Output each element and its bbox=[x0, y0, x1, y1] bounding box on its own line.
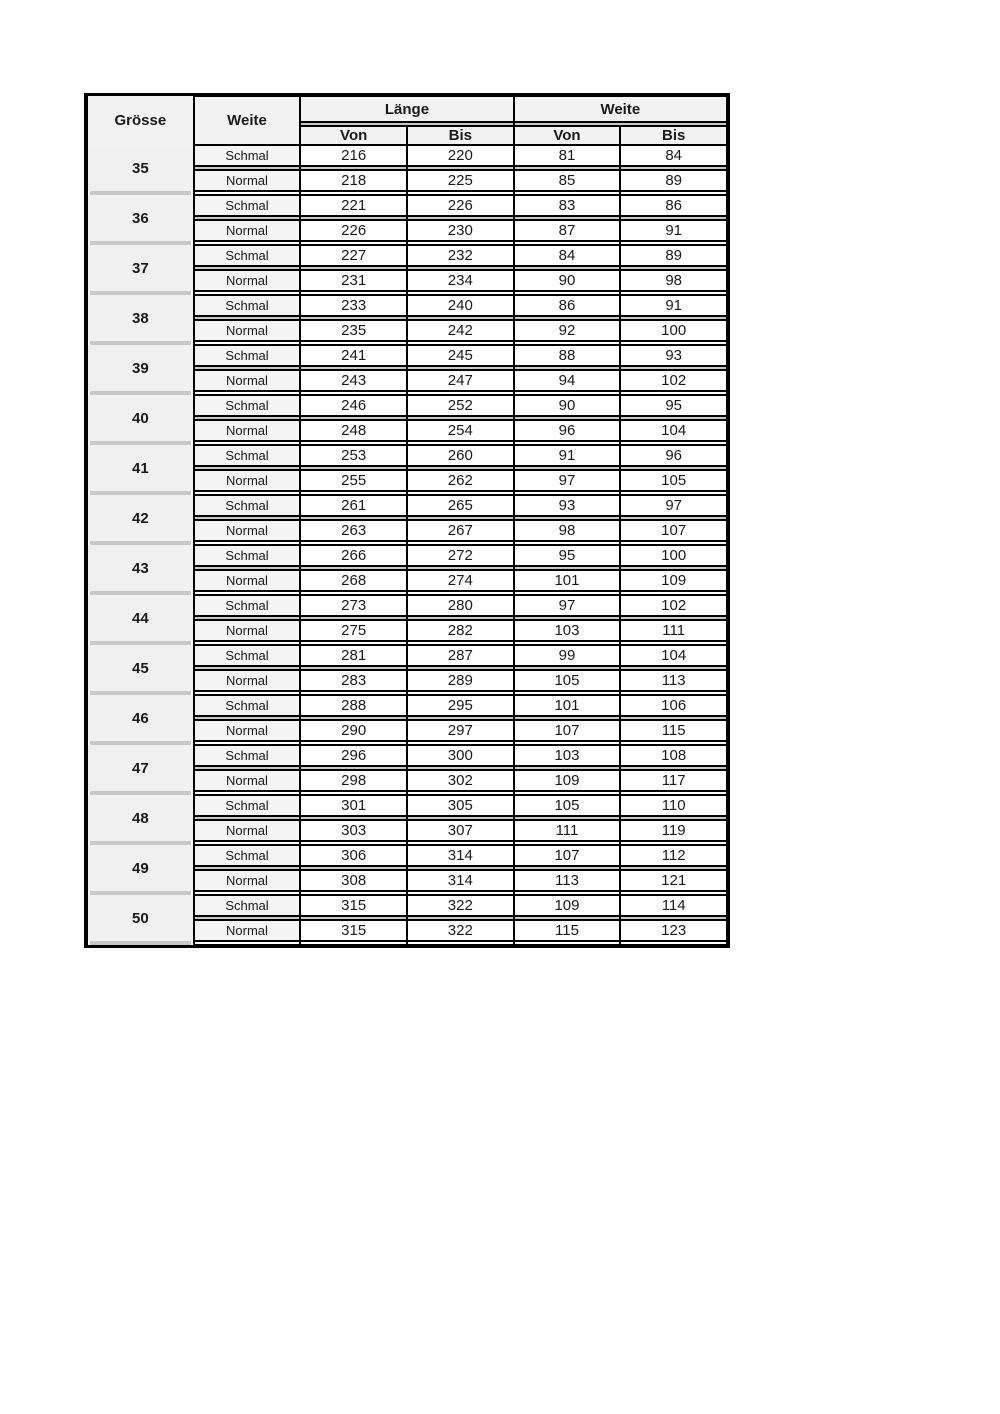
row-separator-band bbox=[620, 166, 727, 170]
value-cell: 107 bbox=[514, 720, 621, 741]
value-cell: 306 bbox=[300, 845, 407, 866]
size-group bbox=[87, 645, 727, 695]
value-cell: 282 bbox=[407, 620, 514, 641]
value-cell: 216 bbox=[300, 145, 407, 166]
header-weite-group: Weite bbox=[514, 96, 727, 122]
value-cell: 84 bbox=[514, 245, 621, 266]
value-cell: 97 bbox=[620, 495, 727, 516]
row-separator-band bbox=[407, 516, 514, 520]
size-group bbox=[87, 145, 727, 195]
value-cell: 235 bbox=[300, 320, 407, 341]
row-separator-band bbox=[300, 666, 407, 670]
value-cell: 100 bbox=[620, 545, 727, 566]
row-separator-band bbox=[514, 316, 621, 320]
value-cell: 260 bbox=[407, 445, 514, 466]
value-cell: 105 bbox=[514, 670, 621, 691]
size-cell: 44 bbox=[87, 595, 194, 641]
row-separator-band bbox=[194, 416, 301, 420]
row-separator-band bbox=[514, 166, 621, 170]
row-separator-band bbox=[300, 866, 407, 870]
size-group bbox=[87, 395, 727, 445]
weite-label-cell: Schmal bbox=[194, 195, 301, 216]
header-laenge-bis: Bis bbox=[407, 126, 514, 145]
size-cell: 37 bbox=[87, 245, 194, 291]
weite-label-cell: Schmal bbox=[194, 495, 301, 516]
row-separator-band bbox=[407, 366, 514, 370]
row-separator-band bbox=[620, 616, 727, 620]
value-cell: 98 bbox=[514, 520, 621, 541]
value-cell: 252 bbox=[407, 395, 514, 416]
weite-label-cell: Normal bbox=[194, 820, 301, 841]
value-cell: 295 bbox=[407, 695, 514, 716]
group-gap bbox=[514, 941, 621, 945]
value-cell: 254 bbox=[407, 420, 514, 441]
weite-label-cell: Normal bbox=[194, 220, 301, 241]
value-cell: 266 bbox=[300, 545, 407, 566]
size-group bbox=[87, 795, 727, 845]
value-cell: 301 bbox=[300, 795, 407, 816]
row-separator-band bbox=[620, 916, 727, 920]
value-cell: 109 bbox=[620, 570, 727, 591]
value-cell: 241 bbox=[300, 345, 407, 366]
value-cell: 98 bbox=[620, 270, 727, 291]
row-separator-band bbox=[514, 766, 621, 770]
value-cell: 103 bbox=[514, 620, 621, 641]
weite-label-cell: Normal bbox=[194, 170, 301, 191]
value-cell: 99 bbox=[514, 645, 621, 666]
size-cell: 49 bbox=[87, 845, 194, 891]
row-separator-band bbox=[194, 266, 301, 270]
row-separator-band bbox=[620, 666, 727, 670]
size-cell: 35 bbox=[87, 145, 194, 191]
value-cell: 275 bbox=[300, 620, 407, 641]
value-cell: 243 bbox=[300, 370, 407, 391]
size-cell: 45 bbox=[87, 645, 194, 691]
row-separator-band bbox=[407, 266, 514, 270]
value-cell: 231 bbox=[300, 270, 407, 291]
value-cell: 90 bbox=[514, 395, 621, 416]
value-cell: 263 bbox=[300, 520, 407, 541]
size-group bbox=[87, 545, 727, 595]
value-cell: 245 bbox=[407, 345, 514, 366]
value-cell: 226 bbox=[300, 220, 407, 241]
size-cell: 47 bbox=[87, 745, 194, 791]
size-cell: 41 bbox=[87, 445, 194, 491]
size-chart-table bbox=[84, 93, 730, 948]
row-separator-band bbox=[194, 716, 301, 720]
weite-label-cell: Schmal bbox=[194, 395, 301, 416]
row-separator-band bbox=[620, 466, 727, 470]
value-cell: 113 bbox=[514, 870, 621, 891]
header-weite: Weite bbox=[194, 96, 301, 145]
value-cell: 113 bbox=[620, 670, 727, 691]
row-separator-band bbox=[620, 816, 727, 820]
weite-label-cell: Normal bbox=[194, 870, 301, 891]
value-cell: 94 bbox=[514, 370, 621, 391]
value-cell: 305 bbox=[407, 795, 514, 816]
row-separator-band bbox=[514, 366, 621, 370]
size-cell: 38 bbox=[87, 295, 194, 341]
weite-label-cell: Normal bbox=[194, 920, 301, 941]
value-cell: 248 bbox=[300, 420, 407, 441]
header-weite-bis: Bis bbox=[620, 126, 727, 145]
value-cell: 272 bbox=[407, 545, 514, 566]
value-cell: 226 bbox=[407, 195, 514, 216]
row-separator-band bbox=[194, 816, 301, 820]
row-separator-band bbox=[300, 166, 407, 170]
row-separator-band bbox=[300, 716, 407, 720]
row-separator-band bbox=[194, 616, 301, 620]
value-cell: 104 bbox=[620, 645, 727, 666]
value-cell: 97 bbox=[514, 595, 621, 616]
value-cell: 280 bbox=[407, 595, 514, 616]
weite-label-cell: Schmal bbox=[194, 245, 301, 266]
value-cell: 281 bbox=[300, 645, 407, 666]
row-separator-band bbox=[514, 866, 621, 870]
value-cell: 265 bbox=[407, 495, 514, 516]
weite-label-cell: Schmal bbox=[194, 545, 301, 566]
row-separator-band bbox=[407, 316, 514, 320]
header-weite-von: Von bbox=[514, 126, 621, 145]
value-cell: 103 bbox=[514, 745, 621, 766]
size-cell: 50 bbox=[87, 895, 194, 941]
row-separator-band bbox=[407, 716, 514, 720]
row-separator-band bbox=[514, 216, 621, 220]
row-separator-band bbox=[514, 716, 621, 720]
size-group bbox=[87, 445, 727, 495]
size-cell: 43 bbox=[87, 545, 194, 591]
value-cell: 287 bbox=[407, 645, 514, 666]
row-separator-band bbox=[194, 466, 301, 470]
value-cell: 88 bbox=[514, 345, 621, 366]
row-separator-band bbox=[194, 366, 301, 370]
value-cell: 261 bbox=[300, 495, 407, 516]
value-cell: 101 bbox=[514, 570, 621, 591]
value-cell: 86 bbox=[620, 195, 727, 216]
row-separator-band bbox=[514, 266, 621, 270]
row-separator-band bbox=[300, 816, 407, 820]
value-cell: 100 bbox=[620, 320, 727, 341]
row-separator-band bbox=[407, 416, 514, 420]
row-separator-band bbox=[407, 566, 514, 570]
value-cell: 105 bbox=[620, 470, 727, 491]
row-separator-band bbox=[300, 566, 407, 570]
value-cell: 225 bbox=[407, 170, 514, 191]
value-cell: 109 bbox=[514, 895, 621, 916]
value-cell: 91 bbox=[514, 445, 621, 466]
value-cell: 115 bbox=[514, 920, 621, 941]
value-cell: 247 bbox=[407, 370, 514, 391]
row-separator-band bbox=[300, 416, 407, 420]
value-cell: 302 bbox=[407, 770, 514, 791]
row-separator-band bbox=[514, 816, 621, 820]
value-cell: 234 bbox=[407, 270, 514, 291]
value-cell: 104 bbox=[620, 420, 727, 441]
row-separator-band bbox=[300, 366, 407, 370]
weite-label-cell: Normal bbox=[194, 620, 301, 641]
row-separator-band bbox=[407, 166, 514, 170]
value-cell: 227 bbox=[300, 245, 407, 266]
weite-label-cell: Schmal bbox=[194, 595, 301, 616]
value-cell: 93 bbox=[620, 345, 727, 366]
weite-label-cell: Schmal bbox=[194, 645, 301, 666]
weite-label-cell: Normal bbox=[194, 770, 301, 791]
row-separator-band bbox=[194, 216, 301, 220]
value-cell: 108 bbox=[620, 745, 727, 766]
value-cell: 315 bbox=[300, 920, 407, 941]
value-cell: 290 bbox=[300, 720, 407, 741]
row-separator-band bbox=[620, 516, 727, 520]
header-laenge-group: Länge bbox=[300, 96, 513, 122]
value-cell: 300 bbox=[407, 745, 514, 766]
row-separator-band bbox=[194, 916, 301, 920]
row-separator-band bbox=[620, 266, 727, 270]
value-cell: 106 bbox=[620, 695, 727, 716]
row-separator-band bbox=[514, 666, 621, 670]
weite-label-cell: Schmal bbox=[194, 445, 301, 466]
group-gap bbox=[620, 941, 727, 945]
value-cell: 102 bbox=[620, 370, 727, 391]
weite-label-cell: Schmal bbox=[194, 145, 301, 166]
row-separator-band bbox=[194, 866, 301, 870]
row-separator-band bbox=[300, 466, 407, 470]
weite-label-cell: Normal bbox=[194, 370, 301, 391]
value-cell: 267 bbox=[407, 520, 514, 541]
value-cell: 246 bbox=[300, 395, 407, 416]
value-cell: 322 bbox=[407, 895, 514, 916]
value-cell: 297 bbox=[407, 720, 514, 741]
value-cell: 89 bbox=[620, 170, 727, 191]
row-separator-band bbox=[620, 216, 727, 220]
value-cell: 84 bbox=[620, 145, 727, 166]
row-separator-band bbox=[620, 766, 727, 770]
row-separator-band bbox=[300, 916, 407, 920]
row-separator-band bbox=[407, 666, 514, 670]
value-cell: 97 bbox=[514, 470, 621, 491]
size-group bbox=[87, 245, 727, 295]
row-separator-band bbox=[194, 766, 301, 770]
value-cell: 268 bbox=[300, 570, 407, 591]
value-cell: 307 bbox=[407, 820, 514, 841]
weite-label-cell: Schmal bbox=[194, 345, 301, 366]
weite-label-cell: Schmal bbox=[194, 745, 301, 766]
weite-label-cell: Normal bbox=[194, 720, 301, 741]
row-separator-band bbox=[194, 166, 301, 170]
size-cell: 39 bbox=[87, 345, 194, 391]
value-cell: 117 bbox=[620, 770, 727, 791]
row-separator-band bbox=[407, 916, 514, 920]
value-cell: 253 bbox=[300, 445, 407, 466]
value-cell: 86 bbox=[514, 295, 621, 316]
value-cell: 93 bbox=[514, 495, 621, 516]
row-separator-band bbox=[300, 316, 407, 320]
row-separator-band bbox=[300, 216, 407, 220]
value-cell: 95 bbox=[620, 395, 727, 416]
weite-label-cell: Schmal bbox=[194, 895, 301, 916]
size-cell: 42 bbox=[87, 495, 194, 541]
value-cell: 105 bbox=[514, 795, 621, 816]
value-cell: 115 bbox=[620, 720, 727, 741]
row-separator-band bbox=[620, 566, 727, 570]
row-separator-band bbox=[514, 916, 621, 920]
value-cell: 308 bbox=[300, 870, 407, 891]
value-cell: 123 bbox=[620, 920, 727, 941]
value-cell: 87 bbox=[514, 220, 621, 241]
value-cell: 95 bbox=[514, 545, 621, 566]
weite-label-cell: Normal bbox=[194, 420, 301, 441]
value-cell: 283 bbox=[300, 670, 407, 691]
row-separator-band bbox=[194, 666, 301, 670]
row-separator-band bbox=[620, 416, 727, 420]
size-cell: 40 bbox=[87, 395, 194, 441]
row-separator-band bbox=[407, 216, 514, 220]
value-cell: 90 bbox=[514, 270, 621, 291]
value-cell: 262 bbox=[407, 470, 514, 491]
size-cell: 48 bbox=[87, 795, 194, 841]
row-separator-band bbox=[620, 366, 727, 370]
value-cell: 240 bbox=[407, 295, 514, 316]
weite-label-cell: Normal bbox=[194, 520, 301, 541]
value-cell: 107 bbox=[620, 520, 727, 541]
size-group bbox=[87, 845, 727, 895]
value-cell: 112 bbox=[620, 845, 727, 866]
value-cell: 111 bbox=[514, 820, 621, 841]
row-separator-band bbox=[514, 616, 621, 620]
value-cell: 232 bbox=[407, 245, 514, 266]
value-cell: 273 bbox=[300, 595, 407, 616]
row-separator-band bbox=[407, 866, 514, 870]
value-cell: 111 bbox=[620, 620, 727, 641]
value-cell: 218 bbox=[300, 170, 407, 191]
value-cell: 91 bbox=[620, 220, 727, 241]
weite-label-cell: Schmal bbox=[194, 845, 301, 866]
value-cell: 89 bbox=[620, 245, 727, 266]
group-gap bbox=[300, 941, 407, 945]
row-separator-band bbox=[300, 516, 407, 520]
row-separator-band bbox=[620, 866, 727, 870]
weite-label-cell: Normal bbox=[194, 320, 301, 341]
group-gap bbox=[194, 941, 301, 945]
size-group bbox=[87, 345, 727, 395]
size-group bbox=[87, 495, 727, 545]
row-separator-band bbox=[194, 516, 301, 520]
value-cell: 315 bbox=[300, 895, 407, 916]
value-cell: 288 bbox=[300, 695, 407, 716]
value-cell: 109 bbox=[514, 770, 621, 791]
size-group bbox=[87, 295, 727, 345]
size-cell: 46 bbox=[87, 695, 194, 741]
table-body bbox=[87, 145, 727, 945]
row-separator-band bbox=[407, 466, 514, 470]
weite-label-cell: Normal bbox=[194, 270, 301, 291]
value-cell: 102 bbox=[620, 595, 727, 616]
size-group bbox=[87, 895, 727, 945]
row-separator-band bbox=[514, 416, 621, 420]
value-cell: 81 bbox=[514, 145, 621, 166]
row-separator-band bbox=[514, 566, 621, 570]
row-separator-band bbox=[300, 266, 407, 270]
value-cell: 230 bbox=[407, 220, 514, 241]
group-gap-band bbox=[87, 941, 194, 945]
row-separator-band bbox=[194, 316, 301, 320]
value-cell: 289 bbox=[407, 670, 514, 691]
value-cell: 303 bbox=[300, 820, 407, 841]
value-cell: 92 bbox=[514, 320, 621, 341]
value-cell: 298 bbox=[300, 770, 407, 791]
value-cell: 255 bbox=[300, 470, 407, 491]
row-separator-band bbox=[620, 316, 727, 320]
size-cell: 36 bbox=[87, 195, 194, 241]
value-cell: 233 bbox=[300, 295, 407, 316]
header-laenge-von: Von bbox=[300, 126, 407, 145]
size-group bbox=[87, 595, 727, 645]
weite-label-cell: Normal bbox=[194, 470, 301, 491]
value-cell: 114 bbox=[620, 895, 727, 916]
value-cell: 121 bbox=[620, 870, 727, 891]
value-cell: 314 bbox=[407, 870, 514, 891]
size-group bbox=[87, 195, 727, 245]
value-cell: 96 bbox=[514, 420, 621, 441]
weite-label-cell: Schmal bbox=[194, 795, 301, 816]
row-separator-band bbox=[514, 466, 621, 470]
row-separator-band bbox=[407, 616, 514, 620]
value-cell: 96 bbox=[620, 445, 727, 466]
weite-label-cell: Normal bbox=[194, 570, 301, 591]
table-header bbox=[87, 96, 727, 145]
value-cell: 220 bbox=[407, 145, 514, 166]
value-cell: 107 bbox=[514, 845, 621, 866]
weite-label-cell: Normal bbox=[194, 670, 301, 691]
row-separator-band bbox=[514, 516, 621, 520]
value-cell: 274 bbox=[407, 570, 514, 591]
value-cell: 119 bbox=[620, 820, 727, 841]
value-cell: 221 bbox=[300, 195, 407, 216]
row-separator-band bbox=[194, 566, 301, 570]
weite-label-cell: Schmal bbox=[194, 695, 301, 716]
value-cell: 322 bbox=[407, 920, 514, 941]
row-separator-band bbox=[407, 766, 514, 770]
row-separator-band bbox=[300, 766, 407, 770]
size-group bbox=[87, 695, 727, 745]
header-groesse: Grösse bbox=[87, 96, 194, 145]
value-cell: 91 bbox=[620, 295, 727, 316]
group-gap bbox=[407, 941, 514, 945]
weite-label-cell: Schmal bbox=[194, 295, 301, 316]
value-cell: 85 bbox=[514, 170, 621, 191]
row-separator-band bbox=[407, 816, 514, 820]
value-cell: 242 bbox=[407, 320, 514, 341]
value-cell: 110 bbox=[620, 795, 727, 816]
size-group bbox=[87, 745, 727, 795]
value-cell: 314 bbox=[407, 845, 514, 866]
value-cell: 296 bbox=[300, 745, 407, 766]
row-separator-band bbox=[300, 616, 407, 620]
row-separator-band bbox=[620, 716, 727, 720]
value-cell: 83 bbox=[514, 195, 621, 216]
value-cell: 101 bbox=[514, 695, 621, 716]
